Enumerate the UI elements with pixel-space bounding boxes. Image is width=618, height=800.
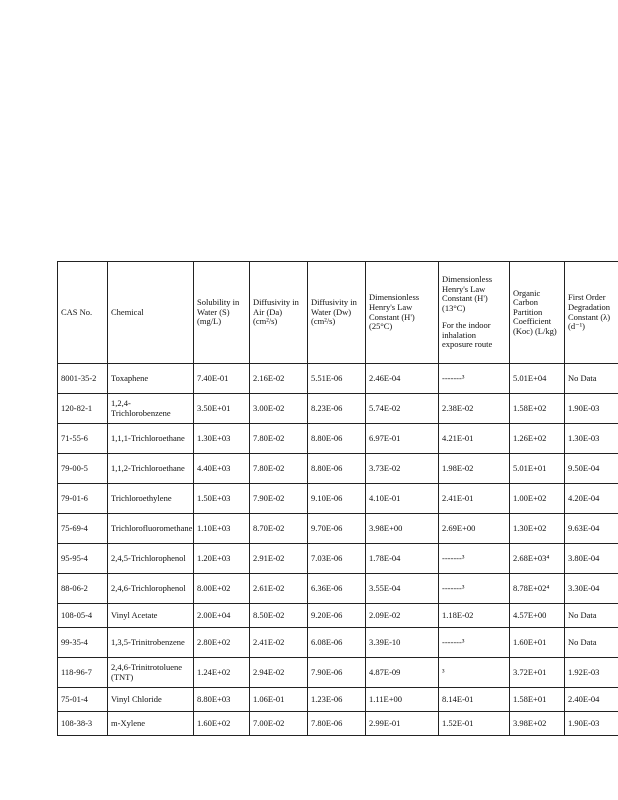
chemical-cell: Trichloroethylene [108, 484, 194, 514]
diffusivity-air-cell: 2.91E-02 [250, 544, 308, 574]
table-row [58, 454, 618, 484]
henry-13c-cell: 2.41E-01 [439, 484, 510, 514]
henry-13c-cell: 1.98E-02 [439, 454, 510, 484]
solubility-cell: 8.80E+03 [194, 688, 250, 712]
solubility-cell: 2.80E+02 [194, 628, 250, 658]
table-row [58, 514, 618, 544]
cas-no-cell: 108-38-3 [58, 712, 108, 736]
table-header-row [58, 262, 618, 364]
cas-no-cell: 79-00-5 [58, 454, 108, 484]
header-henry-13c [439, 262, 510, 364]
diffusivity-water-cell: 6.08E-06 [308, 628, 366, 658]
diffusivity-air-cell: 8.50E-02 [250, 604, 308, 628]
henry-13c-cell: ³ [439, 658, 510, 688]
table-row [58, 394, 618, 424]
henry-13c-cell: 1.52E-01 [439, 712, 510, 736]
solubility-cell: 3.50E+01 [194, 394, 250, 424]
diffusivity-water-cell: 7.90E-06 [308, 658, 366, 688]
table-row [58, 544, 618, 574]
diffusivity-water-cell: 8.80E-06 [308, 424, 366, 454]
henry-25c-cell: 3.98E+00 [366, 514, 439, 544]
henry-13c-cell: 2.69E+00 [439, 514, 510, 544]
cas-no-cell: 75-01-4 [58, 688, 108, 712]
koc-cell: 1.58E+01 [510, 688, 565, 712]
diffusivity-air-cell: 7.80E-02 [250, 454, 308, 484]
chemical-cell: Toxaphene [108, 364, 194, 394]
table-row [58, 658, 618, 688]
diffusivity-water-cell: 8.23E-06 [308, 394, 366, 424]
diffusivity-air-cell: 7.90E-02 [250, 484, 308, 514]
chemical-properties-table-container [57, 261, 618, 736]
table-row [58, 364, 618, 394]
henry-13c-cell: 4.21E-01 [439, 424, 510, 454]
header-degradation-constant: First Order Degradation Constant (λ) (d⁻¹) [565, 262, 618, 364]
koc-cell: 8.78E+02⁴ [510, 574, 565, 604]
chemical-cell: 2,4,6-Trichlorophenol [108, 574, 194, 604]
header-diffusivity-air: Diffusivity in Air (Da) (cm²/s) [250, 262, 308, 364]
cas-no-cell: 8001-35-2 [58, 364, 108, 394]
header-chemical: Chemical [108, 262, 194, 364]
header-koc: Organic Carbon Partition Coefficient (Koc) (L/kg) [510, 262, 565, 364]
diffusivity-air-cell: 2.16E-02 [250, 364, 308, 394]
koc-cell: 4.57E+00 [510, 604, 565, 628]
table-row [58, 712, 618, 736]
diffusivity-air-cell: 8.70E-02 [250, 514, 308, 544]
koc-cell: 2.68E+03⁴ [510, 544, 565, 574]
degradation-cell: 3.80E-04 [565, 544, 618, 574]
henry-25c-cell: 2.99E-01 [366, 712, 439, 736]
diffusivity-water-cell: 7.03E-06 [308, 544, 366, 574]
diffusivity-air-cell: 7.00E-02 [250, 712, 308, 736]
solubility-cell: 1.60E+02 [194, 712, 250, 736]
chemical-cell: 1,3,5-Trinitrobenzene [108, 628, 194, 658]
diffusivity-water-cell: 9.70E-06 [308, 514, 366, 544]
degradation-cell: 2.40E-04 [565, 688, 618, 712]
diffusivity-air-cell: 1.06E-01 [250, 688, 308, 712]
henry-25c-cell: 4.10E-01 [366, 484, 439, 514]
degradation-cell: 1.90E-03 [565, 394, 618, 424]
henry-25c-cell: 3.55E-04 [366, 574, 439, 604]
degradation-cell: 1.92E-03 [565, 658, 618, 688]
table-row [58, 484, 618, 514]
henry-13c-cell: 1.18E-02 [439, 604, 510, 628]
chemical-properties-table [57, 261, 618, 736]
diffusivity-water-cell: 1.23E-06 [308, 688, 366, 712]
degradation-cell: 3.30E-04 [565, 574, 618, 604]
degradation-cell: No Data [565, 628, 618, 658]
henry-13c-cell: 2.38E-02 [439, 394, 510, 424]
diffusivity-water-cell: 8.80E-06 [308, 454, 366, 484]
henry-13c-cell: -------³ [439, 628, 510, 658]
henry-25c-cell: 5.74E-02 [366, 394, 439, 424]
koc-cell: 1.58E+02 [510, 394, 565, 424]
koc-cell: 1.00E+02 [510, 484, 565, 514]
chemical-cell: Trichlorofluoromethane [108, 514, 194, 544]
header-diffusivity-water: Diffusivity in Water (Dw) (cm²/s) [308, 262, 366, 364]
henry-25c-cell: 1.11E+00 [366, 688, 439, 712]
diffusivity-air-cell: 2.61E-02 [250, 574, 308, 604]
cas-no-cell: 118-96-7 [58, 658, 108, 688]
degradation-cell: 9.63E-04 [565, 514, 618, 544]
table-row [58, 574, 618, 604]
koc-cell: 1.30E+02 [510, 514, 565, 544]
solubility-cell: 7.40E-01 [194, 364, 250, 394]
solubility-cell: 1.30E+03 [194, 424, 250, 454]
chemical-cell: Vinyl Chloride [108, 688, 194, 712]
degradation-cell: 1.90E-03 [565, 712, 618, 736]
header-henry-25c: Dimensionless Henry's Law Constant (H') (25°C) [366, 262, 439, 364]
henry-25c-cell: 3.73E-02 [366, 454, 439, 484]
degradation-cell: 9.50E-04 [565, 454, 618, 484]
degradation-cell: No Data [565, 604, 618, 628]
diffusivity-air-cell: 7.80E-02 [250, 424, 308, 454]
cas-no-cell: 95-95-4 [58, 544, 108, 574]
henry-25c-cell: 2.09E-02 [366, 604, 439, 628]
henry-25c-cell: 6.97E-01 [366, 424, 439, 454]
solubility-cell: 2.00E+04 [194, 604, 250, 628]
henry-25c-cell: 1.78E-04 [366, 544, 439, 574]
diffusivity-air-cell: 3.00E-02 [250, 394, 308, 424]
cas-no-cell: 75-69-4 [58, 514, 108, 544]
table-body [58, 364, 618, 736]
chemical-cell: 2,4,6-Trinitrotoluene (TNT) [108, 658, 194, 688]
header-cas-no: CAS No. [58, 262, 108, 364]
koc-cell: 3.72E+01 [510, 658, 565, 688]
henry-13c-cell: -------³ [439, 364, 510, 394]
diffusivity-water-cell: 9.10E-06 [308, 484, 366, 514]
diffusivity-water-cell: 7.80E-06 [308, 712, 366, 736]
chemical-cell: 1,1,1-Trichloroethane [108, 424, 194, 454]
table-row [58, 424, 618, 454]
header-henry-13c-label: Dimensionless Henry's Law Constant (H') (13°C) [442, 274, 493, 313]
diffusivity-water-cell: 5.51E-06 [308, 364, 366, 394]
solubility-cell: 8.00E+02 [194, 574, 250, 604]
cas-no-cell: 99-35-4 [58, 628, 108, 658]
koc-cell: 5.01E+04 [510, 364, 565, 394]
solubility-cell: 1.50E+03 [194, 484, 250, 514]
solubility-cell: 1.24E+02 [194, 658, 250, 688]
chemical-cell: Vinyl Acetate [108, 604, 194, 628]
diffusivity-air-cell: 2.94E-02 [250, 658, 308, 688]
chemical-cell: 1,1,2-Trichloroethane [108, 454, 194, 484]
henry-13c-cell: -------³ [439, 574, 510, 604]
chemical-cell: m-Xylene [108, 712, 194, 736]
table-row [58, 688, 618, 712]
solubility-cell: 1.10E+03 [194, 514, 250, 544]
henry-25c-cell: 2.46E-04 [366, 364, 439, 394]
henry-13c-cell: 8.14E-01 [439, 688, 510, 712]
solubility-cell: 4.40E+03 [194, 454, 250, 484]
solubility-cell: 1.20E+03 [194, 544, 250, 574]
henry-25c-cell: 4.87E-09 [366, 658, 439, 688]
henry-13c-cell: -------³ [439, 544, 510, 574]
header-henry-13c-note: For the indoor inhalation exposure route [442, 320, 493, 350]
table-row [58, 628, 618, 658]
degradation-cell: No Data [565, 364, 618, 394]
degradation-cell: 4.20E-04 [565, 484, 618, 514]
henry-25c-cell: 3.39E-10 [366, 628, 439, 658]
table-row [58, 604, 618, 628]
cas-no-cell: 88-06-2 [58, 574, 108, 604]
koc-cell: 3.98E+02 [510, 712, 565, 736]
degradation-cell: 1.30E-03 [565, 424, 618, 454]
koc-cell: 1.26E+02 [510, 424, 565, 454]
koc-cell: 1.60E+01 [510, 628, 565, 658]
cas-no-cell: 71-55-6 [58, 424, 108, 454]
header-solubility: Solubility in Water (S) (mg/L) [194, 262, 250, 364]
chemical-cell: 2,4,5-Trichlorophenol [108, 544, 194, 574]
koc-cell: 5.01E+01 [510, 454, 565, 484]
cas-no-cell: 108-05-4 [58, 604, 108, 628]
diffusivity-air-cell: 2.41E-02 [250, 628, 308, 658]
chemical-cell: 1,2,4-Trichlorobenzene [108, 394, 194, 424]
diffusivity-water-cell: 9.20E-06 [308, 604, 366, 628]
cas-no-cell: 120-82-1 [58, 394, 108, 424]
cas-no-cell: 79-01-6 [58, 484, 108, 514]
diffusivity-water-cell: 6.36E-06 [308, 574, 366, 604]
